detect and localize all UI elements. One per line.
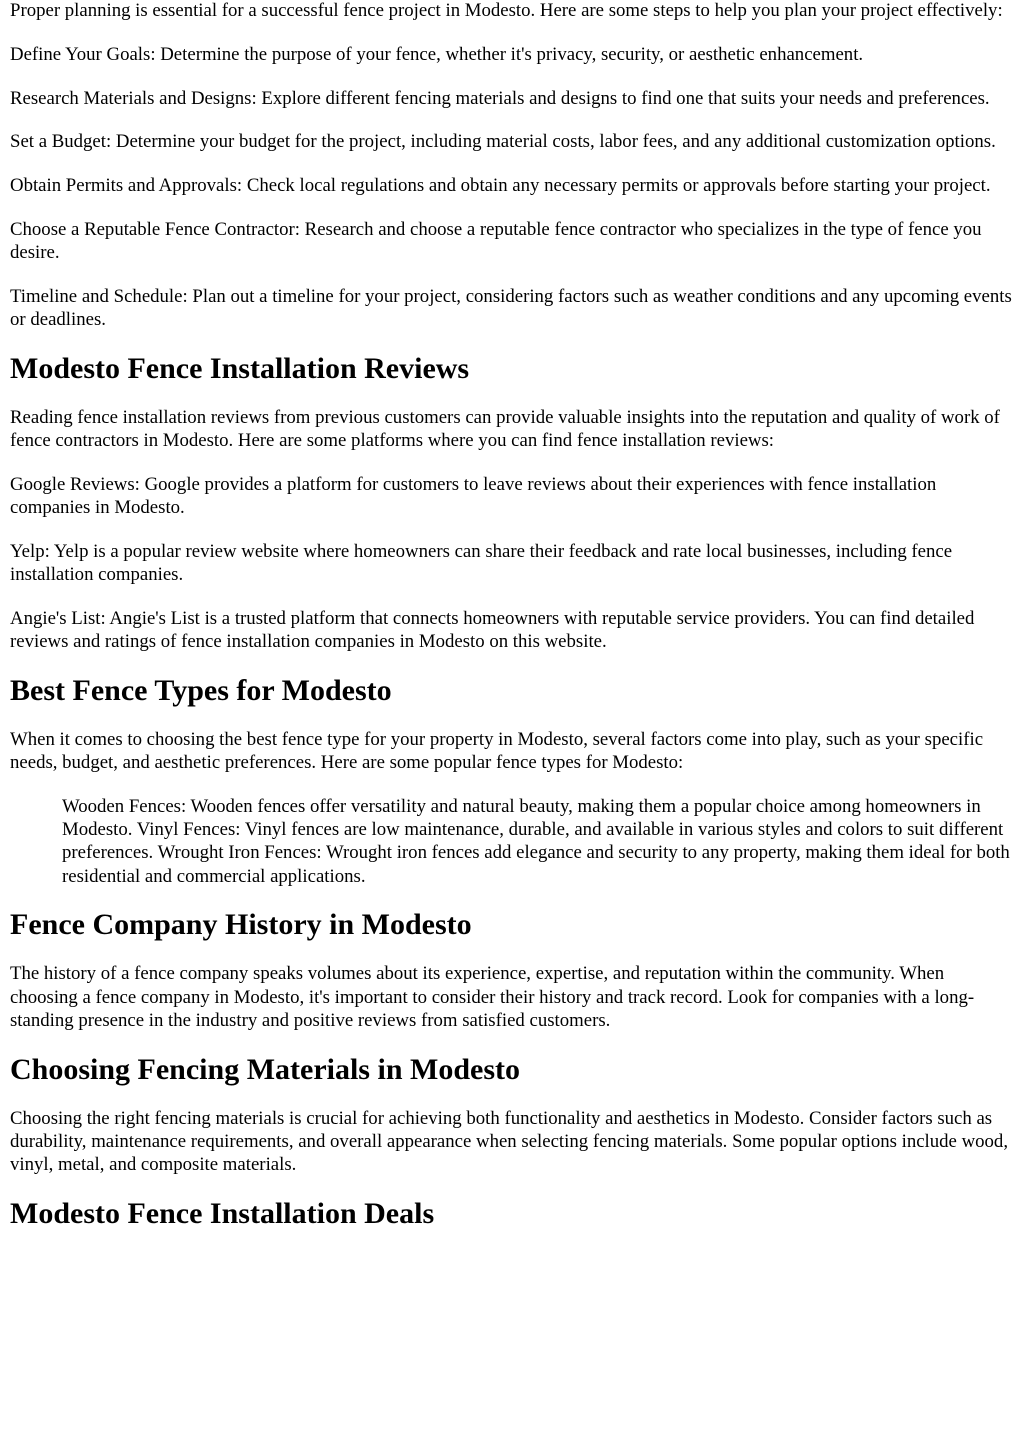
deals-heading: Modesto Fence Installation Deals xyxy=(10,1196,435,1230)
step-obtain-permits: Obtain Permits and Approvals: Check local regulations and obtain any necessary permits or approvals before starting your project. xyxy=(10,175,991,197)
reviews-heading: Modesto Fence Installation Reviews xyxy=(10,351,470,385)
fence-types-heading: Best Fence Types for Modesto xyxy=(10,673,392,707)
fence-types-paragraph: When it comes to choosing the best fence type for your property in Modesto, several factors come into play, such as your specific needs, budget, and aesthetic preferences. Here are some popular fence types for Modesto: xyxy=(10,728,984,774)
intro-paragraph: Proper planning is essential for a successful fence project in Modesto. Here are some steps to help you plan your project effectively: xyxy=(10,0,1003,21)
step-timeline: Timeline and Schedule: Plan out a timeline for your project, considering factors such as weather conditions and any upcoming events or deadlines. xyxy=(10,285,1012,331)
step-define-goals: Define Your Goals: Determine the purpose of your fence, whether it's privacy, security, or aesthetic enhancement. xyxy=(10,43,864,65)
history-heading: Fence Company History in Modesto xyxy=(10,908,472,942)
materials-paragraph: Choosing the right fencing materials is crucial for achieving both functionality and aesthetics in Modesto. Consider factors such as durability, maintenance requirements, and overall appearance when selecting fencing materials. Some popular options include wood, vinyl, metal, and composite materials. xyxy=(10,1107,1009,1175)
reviews-paragraph: Reading fence installation reviews from previous customers can provide valuable insights into the reputation and quality of work of fence contractors in Modesto. Here are some platforms where you can find fence installation reviews: xyxy=(10,406,1000,452)
review-angies-list: Angie's List: Angie's List is a trusted platform that connects homeowners with reputable service providers. You can find detailed reviews and ratings of fence installation companies in Modesto on this website. xyxy=(10,607,975,653)
step-set-budget: Set a Budget: Determine your budget for the project, including material costs, labor fees, and any additional customization options. xyxy=(10,131,996,153)
fence-types-quote: Wooden Fences: Wooden fences offer versatility and natural beauty, making them a popular choice among homeowners in Modesto. Vinyl Fences: Vinyl fences are low maintenance, durable, and available in various styles and colors to suit different preferences. Wrought Iron Fences: Wrought iron fences add elegance and security to any property, making them ideal for both residential and commercial applications. xyxy=(62,795,1010,887)
history-paragraph: The history of a fence company speaks volumes about its experience, expertise, and reputation within the community. When choosing a fence company in Modesto, it's important to consider their history and track record. Look for companies with a long-standing presence in the industry and positive reviews from satisfied customers. xyxy=(10,963,975,1031)
materials-heading: Choosing Fencing Materials in Modesto xyxy=(10,1052,520,1086)
step-choose-contractor: Choose a Reputable Fence Contractor: Research and choose a reputable fence contractor who specializes in the type of fence you desire. xyxy=(10,218,982,264)
review-yelp: Yelp: Yelp is a popular review website where homeowners can share their feedback and rate local businesses, including fence installation companies. xyxy=(10,540,953,586)
review-google: Google Reviews: Google provides a platform for customers to leave reviews about their experiences with fence installation companies in Modesto. xyxy=(10,473,937,519)
step-research-materials: Research Materials and Designs: Explore different fencing materials and designs to find one that suits your needs and preferences. xyxy=(10,87,990,109)
